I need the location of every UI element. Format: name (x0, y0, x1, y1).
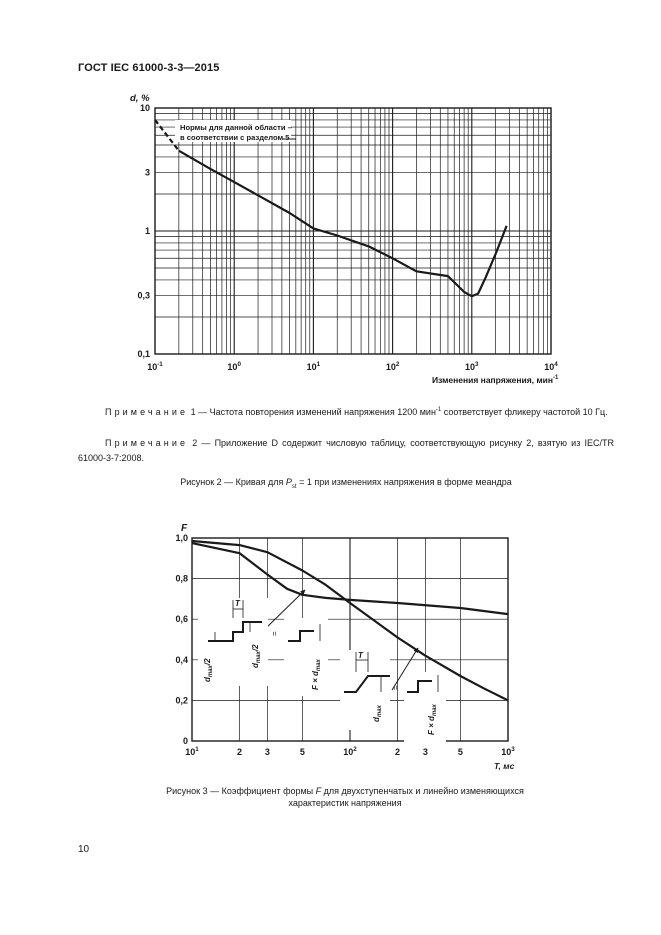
figure3-x-tick-label: 5 (457, 747, 463, 757)
figure2-chart (130, 93, 559, 385)
figure2-y-tick-label: 0,3 (137, 290, 150, 301)
figure2-x-tick-label: $10^1$ (306, 361, 321, 372)
figure2-grid (155, 108, 551, 354)
double-step-right-dmax-label: $d_{max}/2$ (251, 644, 262, 668)
figure3-x-tick-label: $10^2$ (343, 746, 357, 757)
figure2-tick-labels (137, 103, 558, 372)
figure2-x-tick-label: $10^2$ (385, 361, 400, 372)
note-1-text: 1 — Частота повторения изменений напряжения 1200 мин (188, 407, 436, 417)
figure3-x-tick-label: $10^3$ (501, 746, 515, 757)
figure2-y-tick-label: 3 (144, 167, 150, 178)
figure3-chart (175, 523, 515, 771)
figure3-y-tick-label: 0,6 (175, 614, 188, 625)
figure3-x-tick-label: 5 (299, 747, 305, 757)
figure2-series-group (155, 120, 507, 296)
figure3-y-tick-label: 0,2 (175, 695, 188, 706)
double-step-left-dmax-label: $d_{max}/2$ (203, 658, 214, 682)
double-step-inset (198, 598, 268, 686)
note-1-sup: -1 (435, 407, 442, 413)
figure3-caption: Рисунок 3 — Коэффициент формы F для двухступенчатых и линейно изменяющихся характеристик напряжения (166, 786, 524, 808)
figure2-x-tick-label: $10^4$ (544, 361, 558, 372)
figure2-x-axis-label: Изменения напряжения, мин$^{-1}$ (432, 375, 559, 385)
ramp-inset (340, 650, 390, 730)
figure3-y-tick-label: 0 (182, 736, 188, 746)
figure2-y-tick-label: 1 (144, 226, 150, 236)
document-header: ГОСТ IEC 61000-3-3—2015 (78, 62, 220, 74)
equivalent-step-inset (270, 618, 328, 696)
ramp-t-label: T (358, 651, 363, 660)
figure3-x-tick-label: 2 (395, 747, 401, 757)
note-1-tail: соответствует фликеру частотой 10 Гц. (441, 407, 608, 417)
double-step-t-label: T (235, 599, 240, 608)
figure2-caption: Рисунок 2 — Кривая для $P_{st} = 1$ при изменениях напряжения в форме меандра (180, 477, 512, 490)
note-1-word: Примечание (105, 407, 189, 417)
figure3-x-tick-label: 2 (237, 747, 243, 757)
page-number: 10 (78, 844, 90, 855)
note-2-word: Примечание (105, 438, 189, 448)
equivalent-ramp-step-backdrop (404, 672, 446, 742)
equivalent-ramp-step-inset (391, 672, 446, 742)
figure2-x-tick-label: $10^3$ (465, 361, 479, 372)
figure3-x-axis-label: T, мс (494, 761, 515, 771)
figure3-y-tick-label: 0,8 (175, 573, 188, 584)
figure2-y-axis-label: d, % (130, 93, 150, 104)
figure2-x-tick-label: $10^{-1}$ (147, 361, 163, 372)
figure2-y-tick-label: 10 (139, 103, 150, 113)
figure2-annotation-line1: Нормы для данной области – (180, 123, 292, 132)
figure2-annotation-line2: в соответствии с разделом 5 (180, 133, 290, 142)
figure3-y-tick-label: 1,0 (175, 533, 188, 543)
step-equals-sign: = (270, 631, 279, 636)
note-2-text: 2 — Приложение D содержит числовую таблицу, соответствующую рисунку 2, взятую из IEC/TR 61000-3-7:2008. (78, 438, 614, 463)
equivalent-ramp-fd-label: $F \times d_{max}$ (427, 704, 438, 735)
ramp-equals-sign: = (391, 685, 400, 690)
ramp-dmax-label: $d_{max}$ (372, 705, 383, 722)
figure3-x-tick-label: $10^1$ (185, 746, 199, 757)
figure3-y-tick-label: 0,4 (175, 654, 188, 665)
figure2-y-tick-label: 0,1 (137, 349, 150, 359)
figure3-y-axis-label: F (181, 523, 188, 534)
equivalent-step-backdrop (284, 618, 328, 696)
figure2-x-tick-label: $10^0$ (227, 361, 241, 372)
note-1 (78, 403, 614, 420)
note-2 (78, 436, 614, 466)
figure3-x-tick-label: 3 (422, 747, 428, 757)
equivalent-step-fd-label: $F \times d_{max}$ (311, 659, 322, 690)
figure3-x-tick-label: 3 (264, 747, 270, 757)
